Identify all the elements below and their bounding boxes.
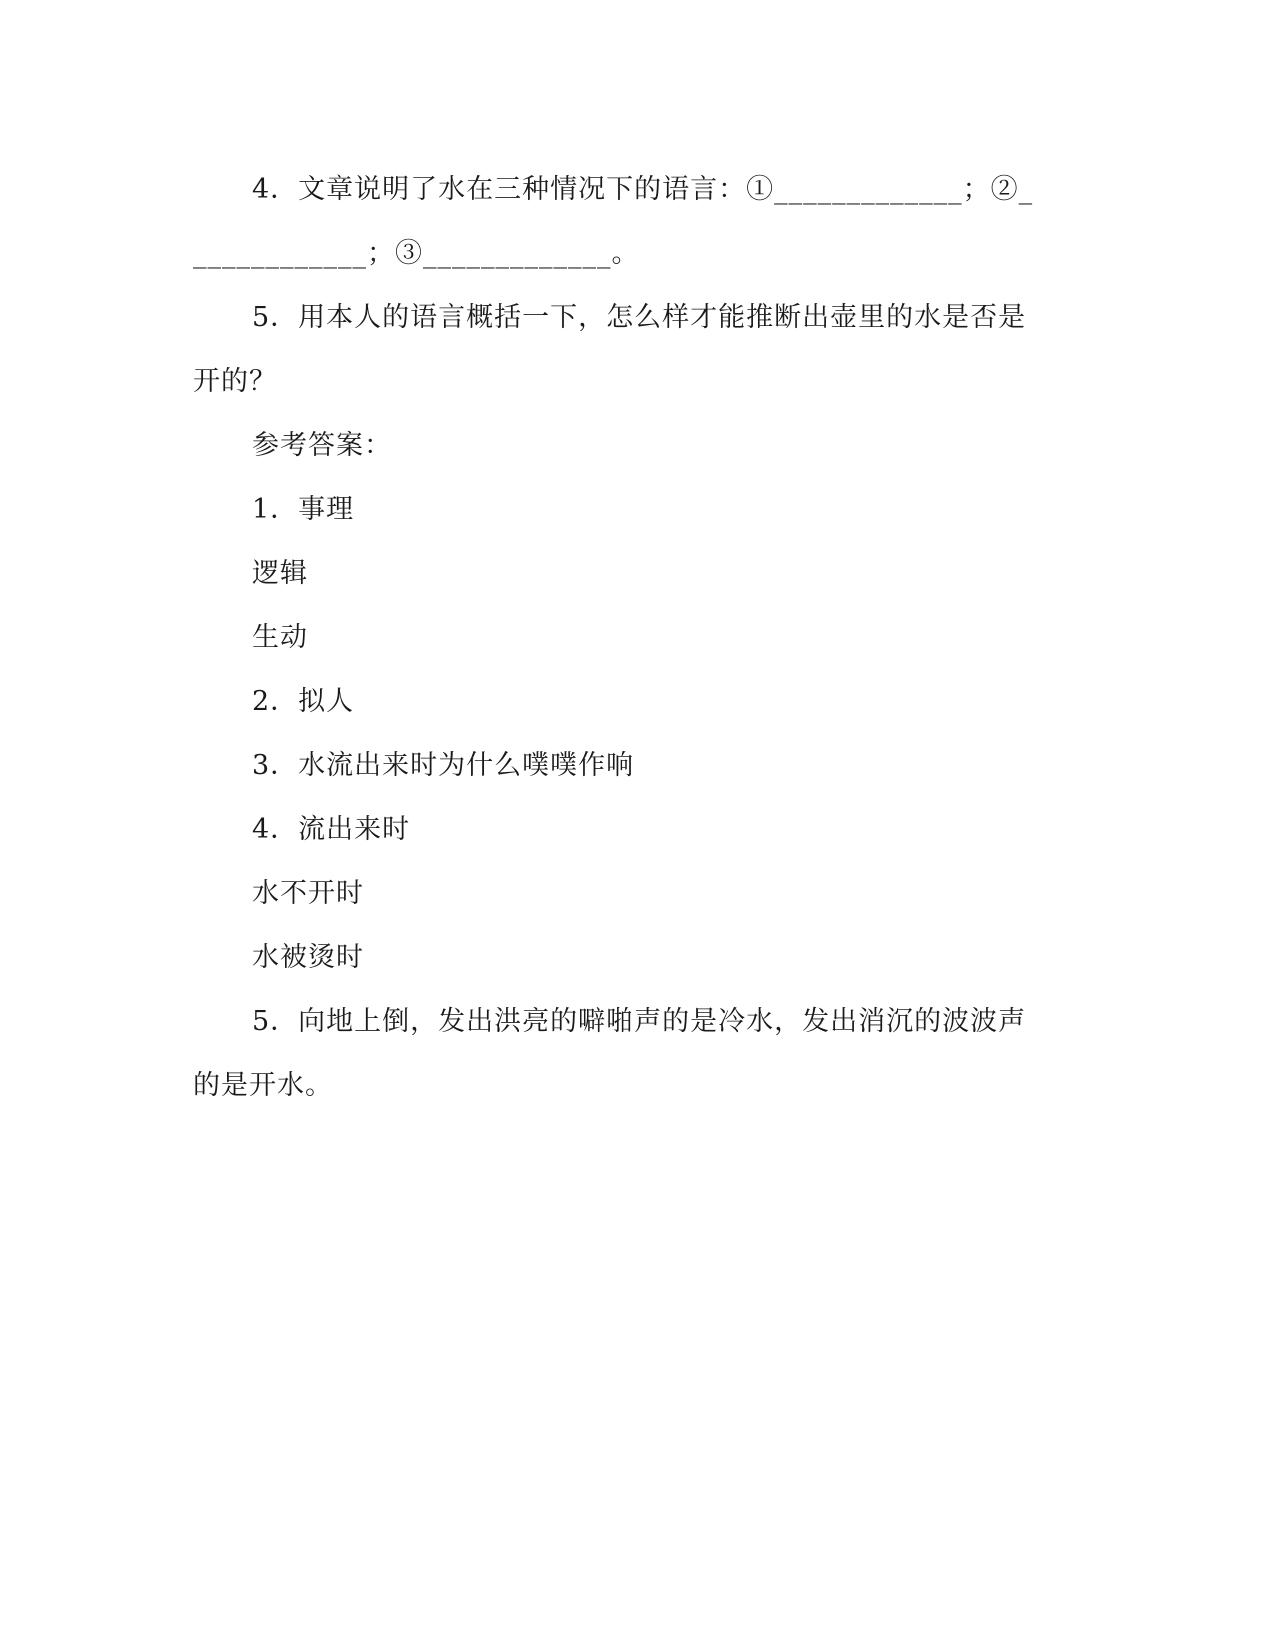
answer-5-line-2: 的是开水。 [193,1070,333,1101]
question-5-line-2: 开的？ [193,366,277,397]
answer-5-line-1: 5．向地上倒，发出洪亮的噼啪声的是冷水，发出消沉的波波声 [252,1006,1027,1037]
answers-heading: 参考答案： [252,430,392,461]
answer-item: 生动 [252,622,308,653]
answer-item: 水被烫时 [252,942,364,973]
answer-item: 1．事理 [252,494,355,525]
answer-item: 3．水流出来时为什么噗噗作响 [252,750,635,781]
answer-item: 2．拟人 [252,686,355,717]
question-4-line-1: 4．文章说明了水在三种情况下的语言：①_____________；②_ [252,174,1034,205]
question-5-line-1: 5．用本人的语言概括一下，怎么样才能推断出壶里的水是否是 [252,302,1027,333]
answer-item: 4．流出来时 [252,814,411,845]
answer-item: 水不开时 [252,878,364,909]
answer-item: 逻辑 [252,558,308,589]
question-4-line-2: ____________；③_____________。 [193,238,640,269]
